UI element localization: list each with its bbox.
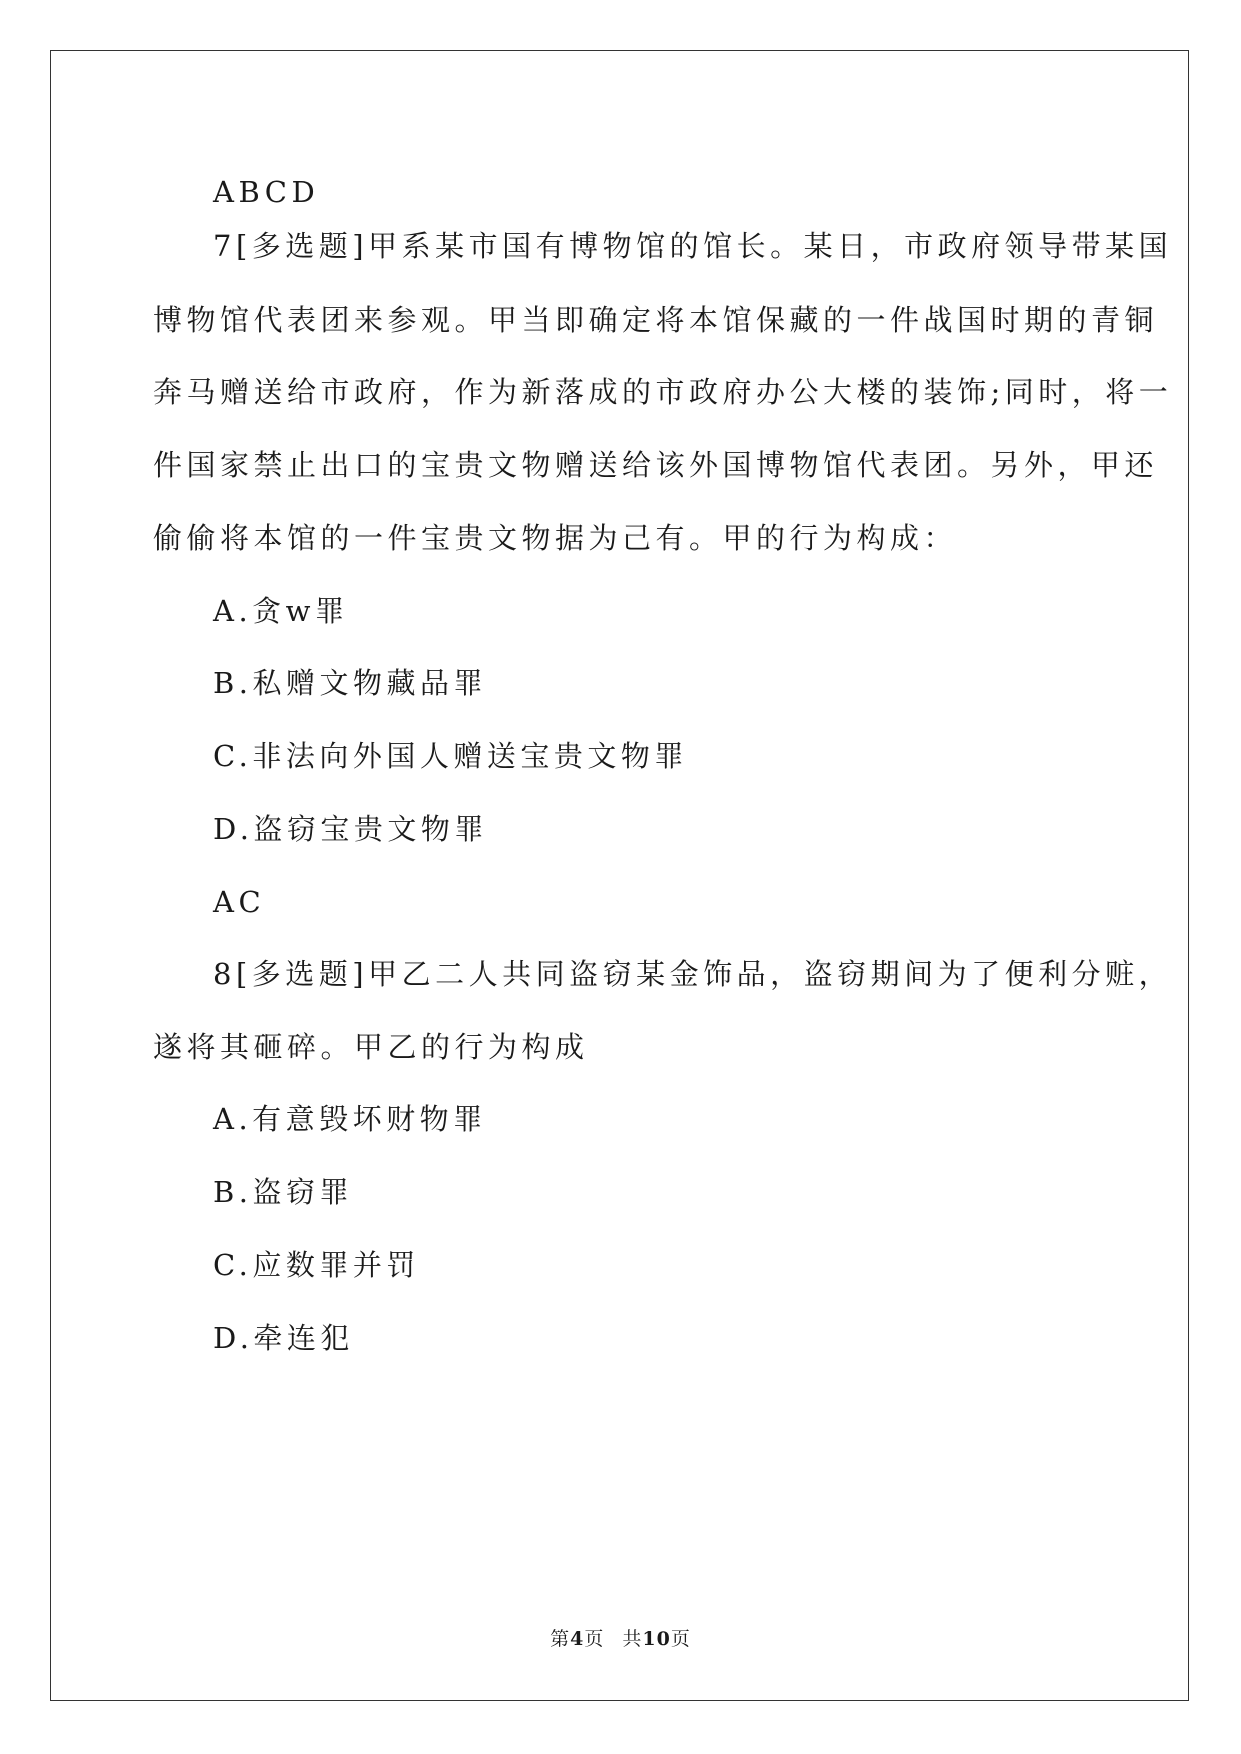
footer-page-suffix: 页 xyxy=(584,1628,605,1650)
question-8-line-2: 遂将其砸碎。甲乙的行为构成 xyxy=(153,1030,589,1064)
page-frame xyxy=(50,50,1189,1701)
question-7-option-c: C.非法向外国人赠送宝贵文物罪 xyxy=(213,739,688,773)
footer-total-suffix: 页 xyxy=(670,1628,691,1650)
question-7-line-4: 件国家禁止出口的宝贵文物赠送给该外国博物馆代表团。另外，甲还 xyxy=(153,448,1159,482)
page-footer xyxy=(0,1626,1241,1652)
question-7-line-5: 偷偷将本馆的一件宝贵文物据为己有。甲的行为构成： xyxy=(153,521,958,555)
answer-q7: AC xyxy=(213,885,266,919)
question-8-option-c: C.应数罪并罚 xyxy=(213,1248,420,1282)
footer-page-number: 4 xyxy=(570,1628,585,1650)
question-7-option-a: A.贪w罪 xyxy=(213,594,349,628)
answer-q6: ABCD xyxy=(213,175,320,209)
question-8-option-d: D.牵连犯 xyxy=(213,1321,354,1355)
question-7-option-b: B.私赠文物藏品罪 xyxy=(213,666,488,700)
footer-total-prefix: 共 xyxy=(622,1628,643,1650)
footer-total-pages: 10 xyxy=(642,1628,671,1650)
question-8-option-a: A.有意毁坏财物罪 xyxy=(213,1102,487,1136)
footer-prefix: 第 xyxy=(550,1628,571,1650)
question-7-line-1: 7[多选题]甲系某市国有博物馆的馆长。某日，市政府领导带某国 xyxy=(213,229,1173,263)
question-7-line-2: 博物馆代表团来参观。甲当即确定将本馆保藏的一件战国时期的青铜 xyxy=(153,303,1159,337)
question-7-option-d: D.盗窃宝贵文物罪 xyxy=(213,812,488,846)
question-8-option-b: B.盗窃罪 xyxy=(213,1175,354,1209)
question-7-line-3: 奔马赠送给市政府，作为新落成的市政府办公大楼的装饰;同时，将一 xyxy=(153,375,1173,409)
question-8-line-1: 8[多选题]甲乙二人共同盗窃某金饰品，盗窃期间为了便利分赃， xyxy=(213,957,1173,991)
